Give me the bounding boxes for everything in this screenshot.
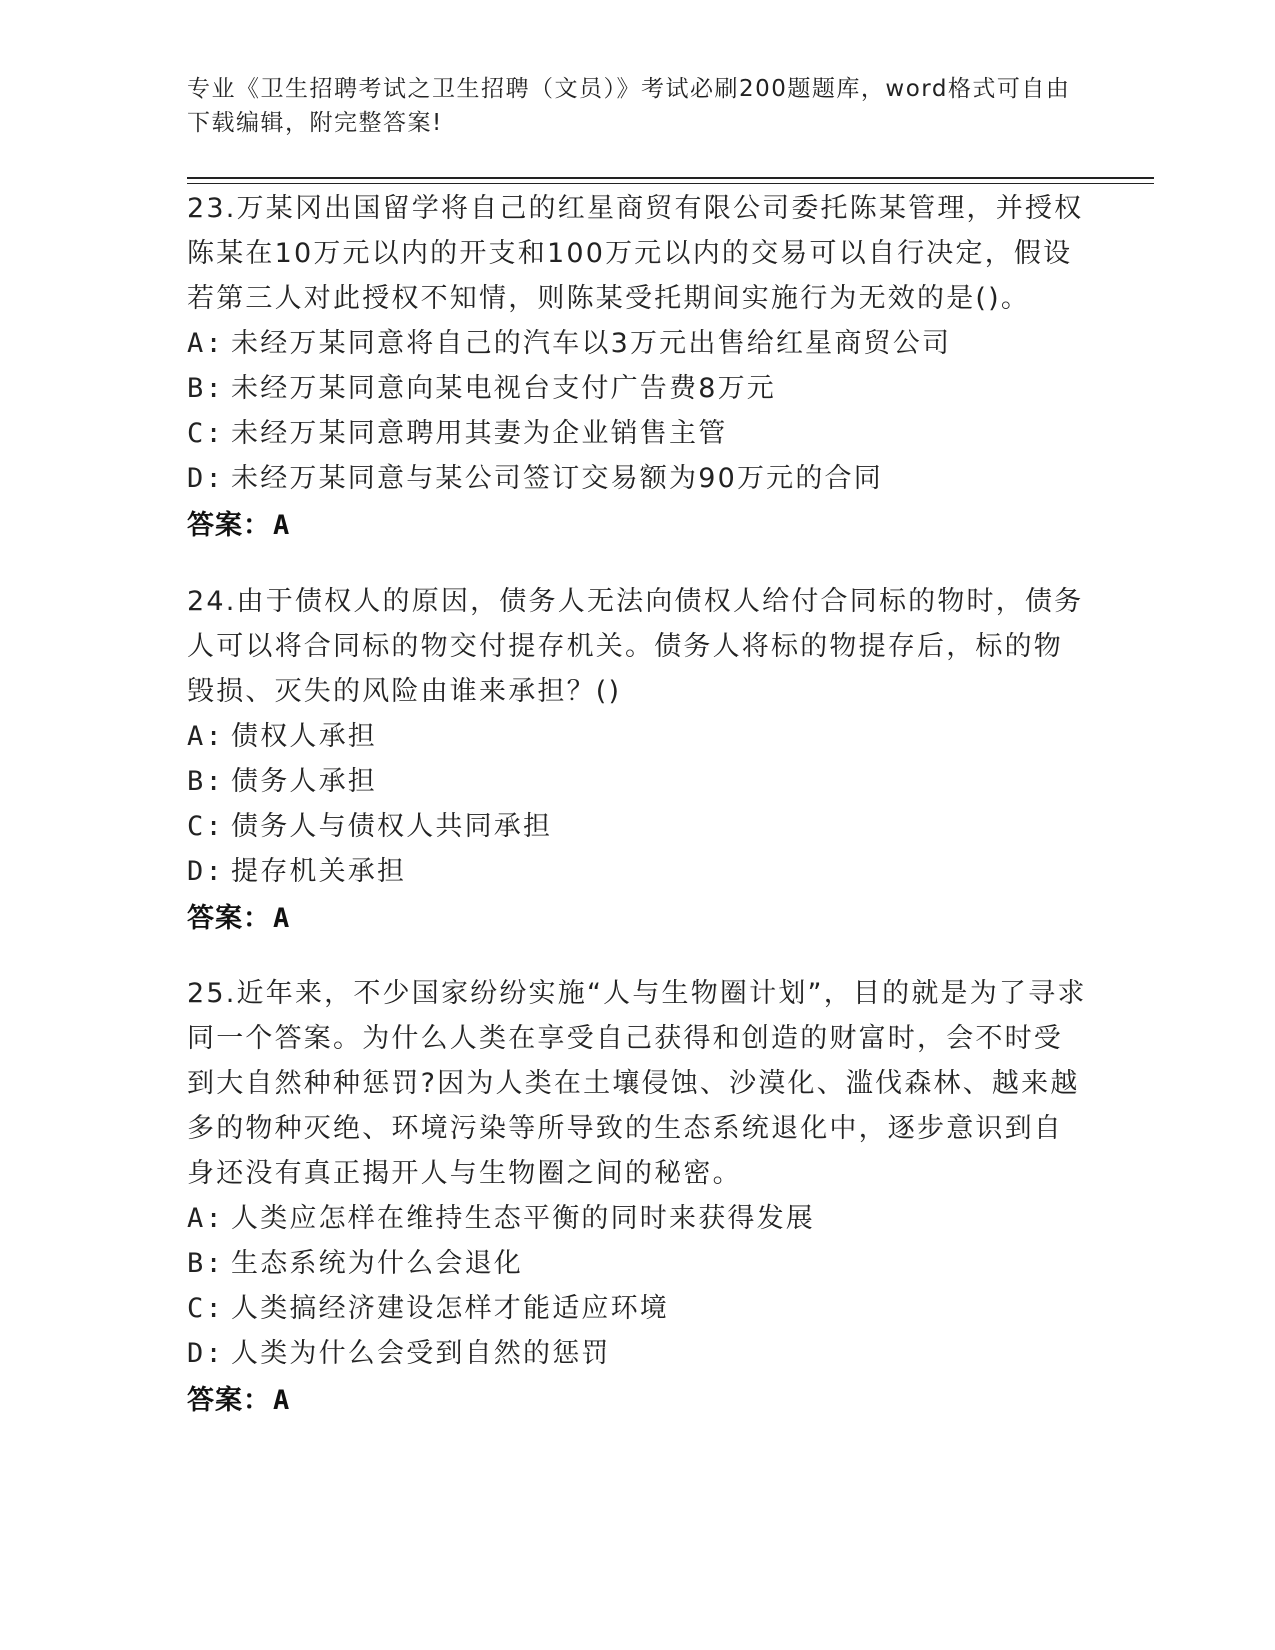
option-a (187, 714, 1087, 759)
answer-label: 答案： (187, 510, 271, 541)
option-c (187, 1286, 1087, 1331)
question-24 (187, 579, 1087, 941)
option-letter: B: (187, 373, 224, 404)
document-header: 专业《卫生招聘考试之卫生招聘（文员）》考试必刷200题题库，word格式可自由下载编辑，附完整答案! (187, 76, 1071, 136)
option-b (187, 759, 1087, 804)
option-letter: A: (187, 328, 224, 359)
option-text: 生态系统为什么会退化 (231, 1248, 523, 1279)
option-text: 债务人承担 (231, 766, 377, 797)
answer-value: A (273, 510, 291, 541)
answer (187, 503, 1087, 548)
header-rule-thin (187, 183, 1154, 184)
option-d (187, 1331, 1087, 1376)
answer (187, 896, 1087, 941)
option-text: 人类应怎样在维持生态平衡的同时来获得发展 (231, 1203, 815, 1234)
option-a (187, 1196, 1087, 1241)
option-letter: A: (187, 721, 224, 752)
question-stem: 24.由于债权人的原因，债务人无法向债权人给付合同标的物时，债务人可以将合同标的物交付提存机关。债务人将标的物提存后，标的物毁损、灭失的风险由谁来承担？() (187, 586, 1084, 707)
option-d (187, 456, 1087, 501)
option-text: 债务人与债权人共同承担 (231, 811, 553, 842)
option-text: 未经万某同意向某电视台支付广告费8万元 (231, 373, 776, 404)
option-text: 提存机关承担 (231, 856, 407, 887)
question-23 (187, 186, 1087, 548)
option-letter: C: (187, 811, 224, 842)
option-letter: C: (187, 418, 224, 449)
option-c (187, 411, 1087, 456)
answer-label: 答案： (187, 903, 271, 934)
question-stem: 23.万某冈出国留学将自己的红星商贸有限公司委托陈某管理，并授权陈某在10万元以内的开支和100万元以内的交易可以自行决定，假设若第三人对此授权不知情，则陈某受托期间实施行为无效的是()。 (187, 193, 1084, 314)
answer (187, 1378, 1087, 1423)
option-text: 人类搞经济建设怎样才能适应环境 (231, 1293, 669, 1324)
option-a (187, 321, 1087, 366)
header-rule-thick (187, 177, 1154, 179)
answer-value: A (273, 1385, 291, 1416)
option-letter: B: (187, 1248, 224, 1279)
option-letter: D: (187, 856, 224, 887)
question-25 (187, 971, 1087, 1423)
option-c (187, 804, 1087, 849)
option-text: 未经万某同意聘用其妻为企业销售主管 (231, 418, 728, 449)
option-text: 未经万某同意将自己的汽车以3万元出售给红星商贸公司 (231, 328, 952, 359)
option-text: 债权人承担 (231, 721, 377, 752)
option-d (187, 849, 1087, 894)
option-letter: A: (187, 1203, 224, 1234)
option-text: 人类为什么会受到自然的惩罚 (231, 1338, 611, 1369)
option-b (187, 366, 1087, 411)
option-letter: D: (187, 463, 224, 494)
question-stem: 25.近年来，不少国家纷纷实施“人与生物圈计划”，目的就是为了寻求同一个答案。为什么人类在享受自己获得和创造的财富时，会不时受到大自然种种惩罚?因为人类在土壤侵蚀、沙漠化、滥伐森林、越来越多的物种灭绝、环境污染等所导致的生态系统退化中，逐步意识到自身还没有真正揭开人与生物圈之间的秘密。 (187, 978, 1087, 1189)
option-letter: B: (187, 766, 224, 797)
option-b (187, 1241, 1087, 1286)
option-letter: C: (187, 1293, 224, 1324)
option-letter: D: (187, 1338, 224, 1369)
option-text: 未经万某同意与某公司签订交易额为90万元的合同 (231, 463, 883, 494)
answer-value: A (273, 903, 291, 934)
answer-label: 答案： (187, 1385, 271, 1416)
